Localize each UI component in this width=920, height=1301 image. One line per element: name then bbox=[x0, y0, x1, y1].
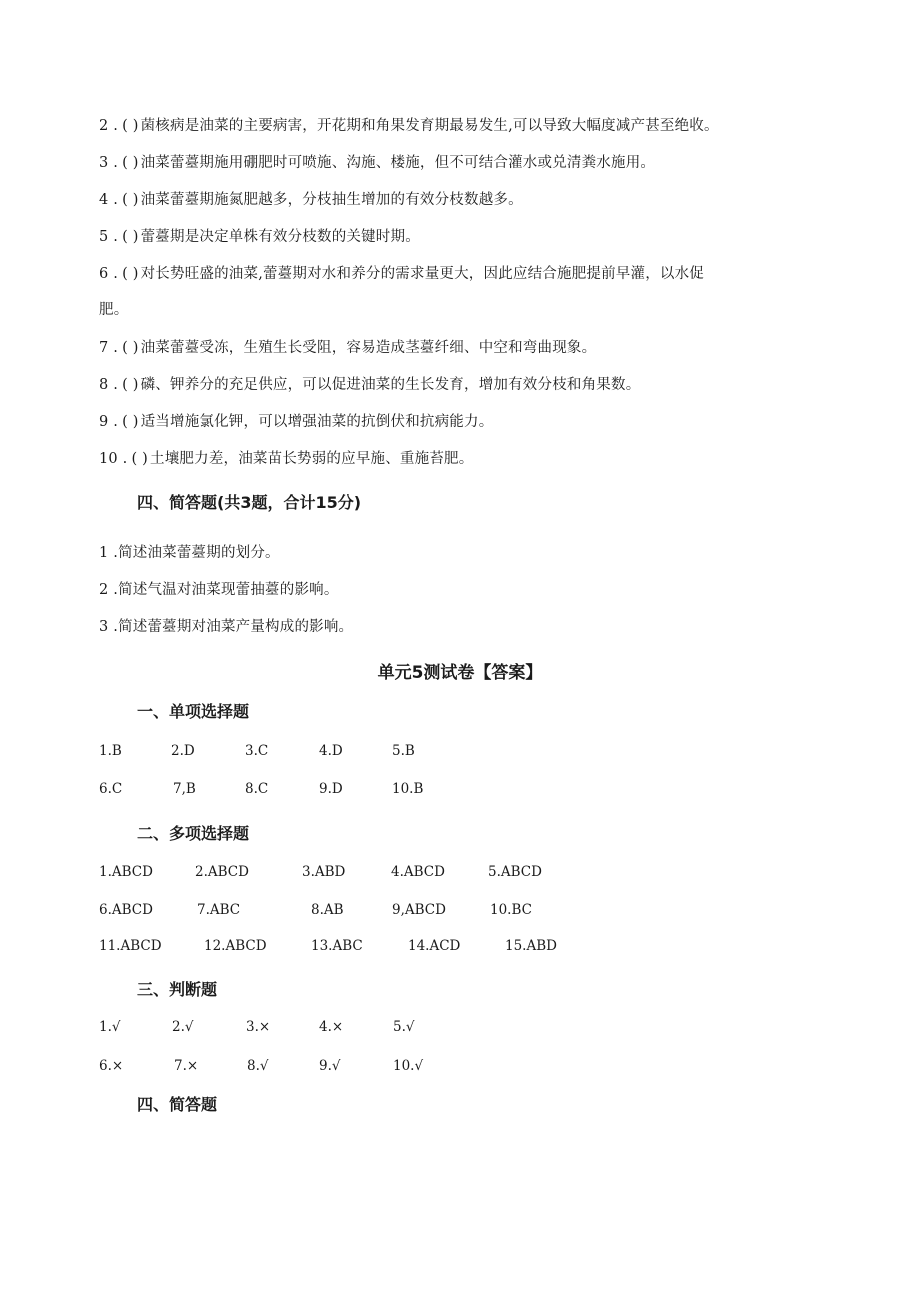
answer-blank: ( ) bbox=[122, 414, 139, 430]
question-5: 5 . ( ) 蕾薹期是决定单株有效分枝数的关键时期。 bbox=[99, 225, 420, 246]
answer-section-judgement: 三、判断题 bbox=[137, 980, 218, 999]
question-text: 油菜蕾薹期施氮肥越多，分枝抽生增加的有效分枝数越多。 bbox=[140, 192, 523, 208]
answer-item: 8.AB bbox=[311, 902, 344, 918]
answer-item: 10.B bbox=[392, 781, 424, 797]
question-number: 3 bbox=[99, 155, 109, 171]
question-text: 菌核病是油菜的主要病害，开花期和角果发育期最易发生,可以导致大幅度减产甚至绝收。 bbox=[140, 118, 719, 134]
answer-section-single-choice: 一、单项选择题 bbox=[137, 702, 250, 721]
question-number: 4 bbox=[99, 192, 109, 208]
question-text: 蕾薹期是决定单株有效分枝数的关键时期。 bbox=[140, 229, 420, 245]
answer-item: 9.√ bbox=[319, 1058, 341, 1074]
question-number: 10 bbox=[99, 451, 118, 467]
answer-blank: ( ) bbox=[122, 266, 139, 282]
answer-blank: ( ) bbox=[122, 118, 139, 134]
short-question-3: 3 .简述蕾薹期对油菜产量构成的影响。 bbox=[99, 619, 354, 635]
answer-item: 12.ABCD bbox=[204, 938, 267, 954]
short-question-2: 2 .简述气温对油菜现蕾抽薹的影响。 bbox=[99, 582, 339, 598]
answer-item: 6.ABCD bbox=[99, 902, 153, 918]
section-title-short-answer: 四、简答题(共3题，合计15分) bbox=[137, 493, 362, 512]
answer-blank: ( ) bbox=[122, 192, 139, 208]
question-text: 简述油菜蕾薹期的划分。 bbox=[118, 545, 280, 561]
question-text: 磷、钾养分的充足供应，可以促进油菜的生长发育，增加有效分枝和角果数。 bbox=[140, 377, 641, 393]
question-number: 6 bbox=[99, 266, 109, 282]
answer-item: 4.× bbox=[319, 1019, 344, 1035]
question-number: 7 bbox=[99, 340, 109, 356]
answer-item: 8.√ bbox=[247, 1058, 269, 1074]
answer-item: 14.ACD bbox=[408, 938, 461, 954]
answer-item: 2.ABCD bbox=[195, 864, 249, 880]
answer-item: 9,ABCD bbox=[392, 902, 446, 918]
answer-blank: ( ) bbox=[122, 229, 139, 245]
short-question-1: 1 .简述油菜蕾薹期的划分。 bbox=[99, 545, 280, 561]
question-number: 3 bbox=[99, 619, 109, 635]
answer-item: 1.ABCD bbox=[99, 864, 153, 880]
answer-item: 4.D bbox=[319, 743, 343, 759]
question-number: 2 bbox=[99, 118, 109, 134]
answer-item: 7,B bbox=[173, 781, 196, 797]
question-3: 3 . ( ) 油菜蕾薹期施用硼肥时可喷施、沟施、楼施，但不可结合灌水或兑清粪水施用。 bbox=[99, 151, 655, 172]
answer-item: 3.× bbox=[246, 1019, 271, 1035]
answer-item: 4.ABCD bbox=[391, 864, 445, 880]
answer-title: 单元5测试卷【答案】 bbox=[377, 663, 543, 683]
question-9: 9 . ( ) 适当增施氯化钾，可以增强油菜的抗倒伏和抗病能力。 bbox=[99, 410, 493, 431]
question-number: 2 bbox=[99, 582, 109, 598]
question-number: 1 bbox=[99, 545, 109, 561]
answer-section-short-answer: 四、简答题 bbox=[137, 1095, 218, 1114]
answer-item: 3.ABD bbox=[302, 864, 346, 880]
question-text: 对长势旺盛的油菜,蕾薹期对水和养分的需求量更大，因此应结合施肥提前早灌，以水促 bbox=[140, 266, 704, 282]
question-text: 简述蕾薹期对油菜产量构成的影响。 bbox=[118, 619, 354, 635]
answer-item: 5.B bbox=[392, 743, 415, 759]
answer-item: 5.√ bbox=[393, 1019, 415, 1035]
answer-item: 2.D bbox=[171, 743, 195, 759]
answer-blank: ( ) bbox=[131, 451, 149, 467]
question-text: 简述气温对油菜现蕾抽薹的影响。 bbox=[118, 582, 339, 598]
question-text: 土壤肥力差，油菜苗长势弱的应早施、重施苔肥。 bbox=[150, 451, 474, 467]
answer-item: 5.ABCD bbox=[488, 864, 542, 880]
answer-blank: ( ) bbox=[122, 155, 139, 171]
answer-blank: ( ) bbox=[122, 340, 139, 356]
answer-section-multi-choice: 二、多项选择题 bbox=[137, 824, 250, 843]
answer-blank: ( ) bbox=[122, 377, 139, 393]
answer-item: 8.C bbox=[245, 781, 269, 797]
question-number: 8 bbox=[99, 377, 109, 393]
answer-item: 9.D bbox=[319, 781, 343, 797]
question-4: 4 . ( ) 油菜蕾薹期施氮肥越多，分枝抽生增加的有效分枝数越多。 bbox=[99, 188, 523, 209]
question-number: 5 bbox=[99, 229, 109, 245]
answer-item: 10.√ bbox=[393, 1058, 424, 1074]
question-6: 6 . ( ) 对长势旺盛的油菜,蕾薹期对水和养分的需求量更大，因此应结合施肥提前早灌，以水促 bbox=[99, 262, 704, 283]
question-8: 8 . ( ) 磷、钾养分的充足供应，可以促进油菜的生长发育，增加有效分枝和角果数。 bbox=[99, 373, 640, 394]
answer-item: 6.× bbox=[99, 1058, 124, 1074]
question-text: 适当增施氯化钾，可以增强油菜的抗倒伏和抗病能力。 bbox=[140, 414, 494, 430]
answer-item: 13.ABC bbox=[311, 938, 363, 954]
answer-item: 10.BC bbox=[490, 902, 532, 918]
question-text: 油菜蕾薹受冻，生殖生长受阻，容易造成茎薹纤细、中空和弯曲现象。 bbox=[140, 340, 597, 356]
answer-item: 1.B bbox=[99, 743, 122, 759]
question-text: 油菜蕾薹期施用硼肥时可喷施、沟施、楼施，但不可结合灌水或兑清粪水施用。 bbox=[140, 155, 656, 171]
answer-item: 7.× bbox=[174, 1058, 199, 1074]
question-7: 7 . ( ) 油菜蕾薹受冻，生殖生长受阻，容易造成茎薹纤细、中空和弯曲现象。 bbox=[99, 336, 596, 357]
question-2: 2 . ( ) 菌核病是油菜的主要病害，开花期和角果发育期最易发生,可以导致大幅度减产甚至绝收。 bbox=[99, 114, 719, 135]
answer-item: 3.C bbox=[245, 743, 269, 759]
answer-item: 15.ABD bbox=[505, 938, 557, 954]
question-number: 9 bbox=[99, 414, 109, 430]
answer-item: 6.C bbox=[99, 781, 123, 797]
answer-item: 11.ABCD bbox=[99, 938, 162, 954]
answer-item: 7.ABC bbox=[197, 902, 241, 918]
question-10: 10 . ( ) 土壤肥力差，油菜苗长势弱的应早施、重施苔肥。 bbox=[99, 447, 473, 468]
answer-item: 2.√ bbox=[172, 1019, 194, 1035]
question-6-continuation: 肥。 bbox=[99, 302, 129, 318]
answer-item: 1.√ bbox=[99, 1019, 121, 1035]
